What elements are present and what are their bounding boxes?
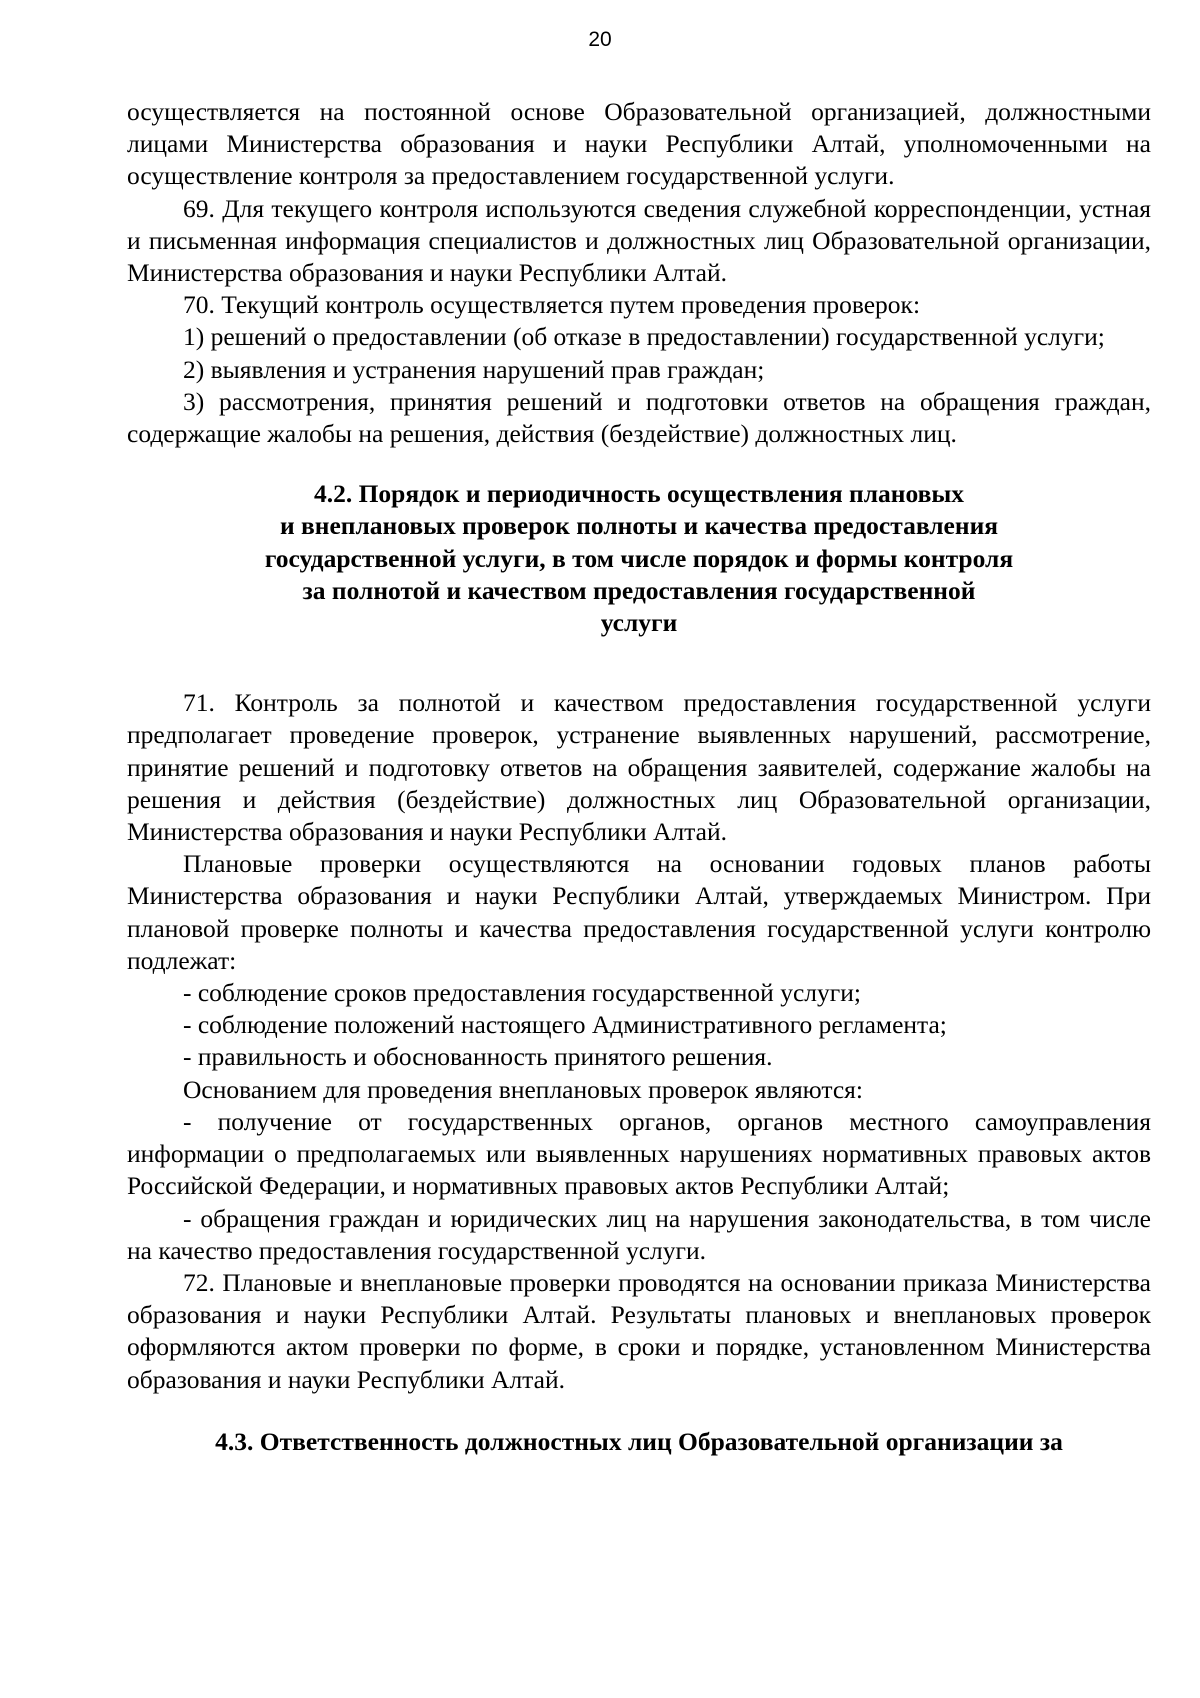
paragraph: Плановые проверки осуществляются на основании годовых планов работы Министерства образования и науки Республики Алтай, утверждаемых Министром. При плановой проверке полноты и качества предоставления государственной услуги контролю подлежат: xyxy=(127,849,1151,975)
list-item: - соблюдение сроков предоставления государственной услуги; xyxy=(183,978,861,1008)
page-number: 20 xyxy=(588,28,612,51)
paragraph-71: 71. Контроль за полнотой и качеством предоставления государственной услуги предполагает проведение проверок, устранение выявленных нарушений, рассмотрение, принятие решений и подготовку ответов на обращения заявителей, содержание жалобы на решения и действия (бездействие) должностных лиц Образовательной организации, Министерства образования и науки Республики Алтай. xyxy=(127,688,1151,847)
paragraph: Основанием для проведения внеплановых проверок являются: xyxy=(183,1074,863,1104)
section-heading-4-3: 4.3. Ответственность должностных лиц Образовательной организации за xyxy=(215,1426,1063,1456)
heading-line: и внеплановых проверок полноты и качества предоставления xyxy=(279,511,999,541)
list-item: - получение от государственных органов, органов местного самоуправления информации о предполагаемых или выявленных нарушениях нормативных правовых актов Российской Федерации, и нормативных правовых актов Республики Алтай; xyxy=(127,1106,1151,1201)
list-item: 3) рассмотрения, принятия решений и подготовки ответов на обращения граждан, содержащие жалобы на решения, действия (бездействие) должностных лиц. xyxy=(127,386,1151,449)
heading-line: за полнотой и качеством предоставления государственной xyxy=(302,575,976,605)
paragraph: осуществляется на постоянной основе Образовательной организацией, должностными лицами Министерства образования и науки Республики Алтай, уполномоченными на осуществление контроля за предоставлением государственной услуги. xyxy=(127,97,1151,191)
document-body xyxy=(127,96,1151,1458)
list-item: - обращения граждан и юридических лиц на нарушения законодательства, в том числе на качество предоставления государственной услуги. xyxy=(127,1203,1151,1265)
paragraph-69: 69. Для текущего контроля используются сведения служебной корреспонденции, устная и письменная информация специалистов и должностных лиц Образовательной организации, Министерства образования и науки Республики Алтай. xyxy=(127,193,1151,288)
paragraph-72: 72. Плановые и внеплановые проверки проводятся на основании приказа Министерства образования и науки Республики Алтай. Результаты плановых и внеплановых проверок оформляются актом проверки по форме, в сроки и порядке, установленном Министерства образования и науки Республики Алтай. xyxy=(127,1267,1151,1394)
list-item: 1) решений о предоставлении (об отказе в предоставлении) государственной услуги; xyxy=(183,322,1105,352)
section-heading-4-2 xyxy=(127,478,1151,639)
heading-line: услуги xyxy=(600,608,678,638)
list-item: 2) выявления и устранения нарушений прав граждан; xyxy=(183,354,765,384)
list-item: - соблюдение положений настоящего Административного регламента; xyxy=(183,1010,947,1040)
heading-line: 4.2. Порядок и периодичность осуществления плановых xyxy=(313,479,965,509)
paragraph-70: 70. Текущий контроль осуществляется путем проведения проверок: xyxy=(183,290,921,320)
list-item: - правильность и обоснованность принятого решения. xyxy=(183,1042,773,1072)
heading-line: государственной услуги, в том числе порядок и формы контроля xyxy=(264,543,1014,573)
